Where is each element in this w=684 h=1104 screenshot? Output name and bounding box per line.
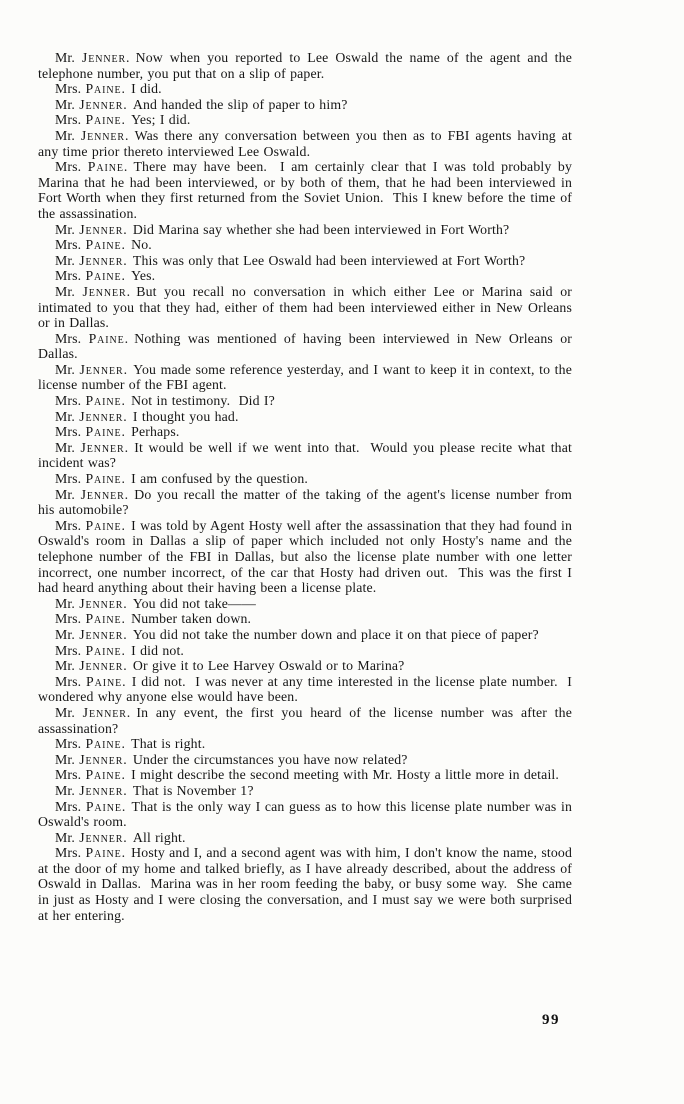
speaker-honorific: Mr. — [55, 782, 75, 798]
speech-text: But you recall no conversation in which either Lee or Marina said or intimated to you that they had, either of them had been interviewed either in New Orleans or in Dallas. — [38, 283, 577, 331]
speaker-surname: Jenner. — [81, 50, 131, 65]
transcript-paragraph — [38, 704, 577, 736]
speech-text: Yes. — [131, 268, 156, 284]
transcript-paragraph — [38, 439, 577, 471]
speaker-honorific: Mrs. — [55, 673, 82, 689]
speaker-honorific: Mrs. — [55, 112, 82, 128]
speaker-surname: Jenner. — [79, 361, 128, 377]
speech-text: Number taken down. — [131, 611, 252, 627]
speaker-honorific: Mrs. — [55, 798, 82, 814]
transcript-paragraph — [38, 517, 577, 596]
speech-text: That is the only way I can guess as to how this license plate number was in Oswald's room. — [38, 798, 577, 830]
speaker-surname: Jenner. — [80, 486, 130, 502]
speech-text: Not in testimony. Did I? — [131, 393, 275, 409]
speaker-surname: Jenner. — [79, 782, 128, 798]
speaker-honorific: Mrs. — [55, 81, 82, 97]
speech-text: There may have been. I am certainly clear that I was told probably by Marina that he had been interviewed, or by both of them, that he had been interviewed in Fort Worth when they first returned from the Soviet Union. This I knew before the time of the assassination. — [38, 159, 577, 221]
speech-text: I might describe the second meeting with Mr. Hosty a little more in detail. — [131, 767, 560, 783]
speech-text: Yes; I did. — [131, 112, 191, 128]
speaker-honorific: Mr. — [55, 96, 75, 112]
transcript-paragraph — [38, 673, 577, 705]
speaker-honorific: Mrs. — [55, 611, 82, 627]
speech-text: It would be well if we went into that. Would you please recite what that incident was? — [38, 439, 577, 471]
speech-text: I did. — [131, 81, 162, 97]
speech-text: You made some reference yesterday, and I want to keep it in context, to the license number of the FBI agent. — [38, 361, 577, 393]
speaker-surname: Paine. — [85, 736, 126, 752]
speech-text: I did not. I was never at any time interested in the license plate number. I wondered why anyone else would have been. — [38, 673, 577, 705]
speech-text: And handed the slip of paper to him? — [132, 96, 348, 112]
speaker-honorific: Mr. — [55, 283, 75, 299]
speaker-honorific: Mr. — [55, 658, 75, 674]
transcript-paragraph — [38, 830, 572, 846]
speech-text: Now when you reported to Lee Oswald the name of the agent and the telephone number, you put that on a slip of paper. — [38, 50, 577, 81]
transcript-paragraph — [38, 159, 577, 221]
speaker-honorific: Mrs. — [55, 736, 82, 752]
transcript-paragraph — [38, 736, 572, 752]
transcript-paragraph — [38, 627, 572, 643]
transcript-paragraph — [38, 222, 572, 238]
speaker-honorific: Mr. — [55, 127, 75, 143]
speech-text: Hosty and I, and a second agent was with him, I don't know the name, stood at the door of my home and talked briefly, as I have already described, about the address of Oswald in Dallas. Marina was in her room feeding the baby, or busy some way. She came in just as Hosty and I were closing the conversation, and I must say we were both surprised at her entering. — [38, 845, 577, 923]
transcript-paragraph — [38, 330, 577, 362]
speaker-surname: Paine. — [85, 424, 126, 440]
speech-text: That is November 1? — [132, 782, 254, 798]
speaker-honorific: Mr. — [55, 408, 75, 424]
transcript-paragraph — [38, 471, 572, 487]
speech-text: You did not take—— — [132, 595, 256, 611]
transcript-paragraph — [38, 237, 572, 253]
speaker-surname: Jenner. — [79, 252, 128, 268]
speaker-surname: Jenner. — [79, 595, 128, 611]
speaker-surname: Paine. — [85, 471, 126, 487]
speaker-honorific: Mr. — [55, 595, 75, 611]
transcript-paragraph — [38, 486, 577, 518]
transcript-paragraph — [38, 127, 577, 159]
speech-text: Did Marina say whether she had been interviewed in Fort Worth? — [132, 221, 510, 237]
speaker-surname: Paine. — [85, 517, 126, 533]
speaker-honorific: Mrs. — [55, 767, 82, 783]
speaker-surname: Paine. — [85, 268, 126, 284]
speaker-surname: Paine. — [85, 393, 126, 409]
transcript-paragraph — [38, 112, 572, 128]
speaker-honorific: Mrs. — [55, 268, 82, 284]
transcript-paragraph — [38, 424, 572, 440]
transcript-paragraph — [38, 268, 572, 284]
speaker-surname: Jenner. — [79, 658, 128, 674]
transcript-paragraph — [38, 361, 577, 393]
transcript-paragraph — [38, 752, 572, 768]
speaker-honorific: Mrs. — [55, 330, 82, 346]
transcript-paragraph — [38, 611, 572, 627]
transcript-paragraph — [38, 767, 572, 783]
speaker-honorific: Mr. — [55, 221, 75, 237]
speaker-honorific: Mrs. — [55, 642, 82, 658]
speaker-honorific: Mrs. — [55, 517, 82, 533]
transcript-paragraph — [38, 50, 577, 81]
transcript-paragraph — [38, 596, 572, 612]
speech-text: All right. — [132, 829, 186, 845]
speaker-surname: Paine. — [85, 112, 126, 128]
speaker-surname: Paine. — [87, 159, 129, 175]
speaker-surname: Jenner. — [79, 829, 128, 845]
transcript — [38, 50, 577, 923]
speaker-honorific: Mrs. — [55, 471, 82, 487]
speech-text: Perhaps. — [131, 424, 180, 440]
speech-text: That is right. — [131, 736, 206, 752]
transcript-paragraph — [38, 798, 577, 830]
page-number: 99 — [542, 1012, 560, 1028]
speech-text: I thought you had. — [132, 408, 239, 424]
speaker-surname: Jenner. — [79, 96, 128, 112]
speaker-surname: Paine. — [85, 81, 126, 97]
speaker-surname: Jenner. — [82, 704, 132, 720]
speaker-surname: Paine. — [88, 330, 129, 346]
speaker-honorific: Mr. — [55, 704, 75, 720]
speech-text: Was there any conversation between you then as to FBI agents having at any time prior thereto interviewed Lee Oswald. — [38, 127, 577, 159]
speaker-honorific: Mr. — [55, 486, 75, 502]
transcript-paragraph — [38, 283, 577, 331]
transcript-paragraph — [38, 643, 572, 659]
transcript-paragraph — [38, 409, 572, 425]
transcript-paragraph — [38, 845, 577, 923]
speaker-surname: Jenner. — [79, 626, 128, 642]
speaker-surname: Paine. — [85, 611, 126, 627]
speech-text: Do you recall the matter of the taking of the agent's license number from his automobile? — [38, 486, 577, 518]
speaker-honorific: Mrs. — [55, 845, 82, 861]
speaker-surname: Jenner. — [79, 221, 128, 237]
speaker-honorific: Mr. — [55, 626, 75, 642]
transcript-paragraph — [38, 81, 572, 97]
speech-text: This was only that Lee Oswald had been interviewed at Fort Worth? — [132, 252, 526, 268]
speaker-honorific: Mr. — [55, 829, 75, 845]
speech-text: No. — [131, 237, 152, 253]
speaker-surname: Jenner. — [79, 751, 128, 767]
transcript-paragraph — [38, 393, 572, 409]
speech-text: I am confused by the question. — [131, 471, 308, 487]
speaker-honorific: Mr. — [55, 50, 75, 65]
speaker-surname: Jenner. — [80, 439, 129, 455]
speaker-honorific: Mr. — [55, 252, 75, 268]
speaker-honorific: Mr. — [55, 439, 75, 455]
speaker-surname: Paine. — [85, 798, 127, 814]
speaker-honorific: Mr. — [55, 751, 75, 767]
speaker-surname: Jenner. — [82, 283, 131, 299]
speech-text: Nothing was mentioned of having been interviewed in New Orleans or Dallas. — [38, 330, 577, 362]
transcript-paragraph — [38, 783, 572, 799]
speaker-surname: Paine. — [85, 642, 126, 658]
speech-text: I was told by Agent Hosty well after the assassination that they had found in Oswald's room in Dallas a slip of paper which included not only Hosty's name and the telephone number of the FBI in Dallas, but also the license plate number with one letter incorrect, one number incorrect, of the car that Hosty had driven out. This was the first I had heard anything about their having been a license plate. — [38, 517, 577, 596]
speech-text: Or give it to Lee Harvey Oswald or to Marina? — [132, 658, 405, 674]
speaker-honorific: Mrs. — [55, 159, 82, 175]
speaker-surname: Paine. — [85, 845, 126, 861]
speaker-surname: Jenner. — [79, 408, 128, 424]
speaker-honorific: Mrs. — [55, 237, 82, 253]
transcript-paragraph — [38, 253, 572, 269]
speech-text: You did not take the number down and place it on that piece of paper? — [132, 626, 539, 642]
speaker-honorific: Mrs. — [55, 393, 82, 409]
transcript-paragraph — [38, 658, 572, 674]
transcript-paragraph — [38, 97, 572, 113]
speaker-surname: Paine. — [85, 767, 126, 783]
speaker-honorific: Mrs. — [55, 424, 82, 440]
speaker-honorific: Mr. — [55, 361, 75, 377]
speaker-surname: Jenner. — [80, 127, 130, 143]
speech-text: In any event, the first you heard of the license number was after the assassination? — [38, 704, 577, 736]
speaker-surname: Paine. — [86, 673, 127, 689]
speech-text: Under the circumstances you have now related? — [132, 751, 408, 767]
speaker-surname: Paine. — [85, 237, 126, 253]
speech-text: I did not. — [131, 642, 185, 658]
